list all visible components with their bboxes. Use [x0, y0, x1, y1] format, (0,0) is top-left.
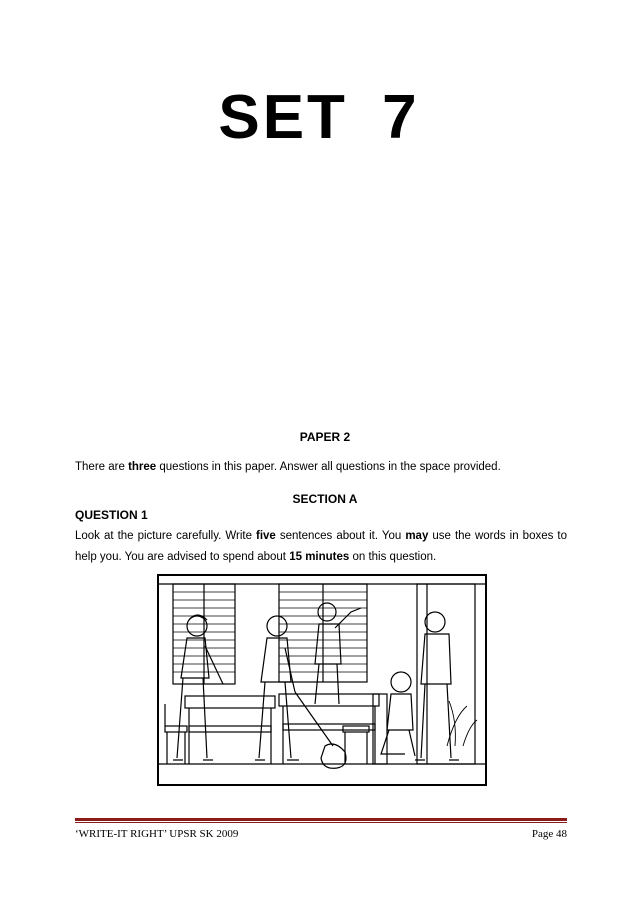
- broom-head: [321, 744, 346, 768]
- pupil-kneeling: [381, 672, 415, 756]
- question-heading: QUESTION 1: [75, 508, 148, 522]
- pupil-cleaning-window: [315, 603, 361, 704]
- pupil-wiping-desk: [173, 615, 223, 760]
- broom-handle: [295, 692, 333, 746]
- paper-instructions: [75, 461, 575, 473]
- paper-heading: PAPER 2: [299, 430, 351, 444]
- doorway-right: [417, 584, 477, 764]
- desk-middle: [279, 694, 379, 764]
- chair-right: [343, 694, 387, 764]
- footer-rule-thin: [75, 822, 567, 823]
- section-heading: SECTION A: [292, 492, 358, 506]
- footer-rule: [75, 818, 567, 821]
- page-number: Page 48: [531, 828, 567, 840]
- q-text-4: on this question.: [349, 551, 437, 563]
- window-middle: [279, 584, 367, 682]
- chair-left: [165, 704, 187, 764]
- q-text-3: use the words in boxes to help you. You are advised to spend about: [75, 530, 567, 563]
- classroom-picture: [157, 574, 487, 786]
- q-bold-minutes: 15 minutes: [289, 551, 350, 563]
- instr-text-2: questions in this paper. Answer all questions in the space provided.: [156, 461, 501, 473]
- instr-text-1: There are: [75, 461, 129, 473]
- classroom-illustration: [159, 576, 485, 784]
- q-bold-five: five: [256, 530, 276, 542]
- pupil-standing: [415, 612, 459, 760]
- q-bold-may: may: [405, 530, 429, 542]
- q-text-2: sentences about it. You: [275, 530, 406, 542]
- footer-title: ‘WRITE-IT RIGHT’ UPSR SK 2009: [75, 828, 239, 840]
- set-title: SET 7: [218, 83, 420, 152]
- instr-bold-three: three: [128, 461, 157, 473]
- q-text-1: Look at the picture carefully. Write: [75, 530, 256, 542]
- pupil-sweeping: [255, 616, 346, 768]
- question-body: [75, 526, 567, 568]
